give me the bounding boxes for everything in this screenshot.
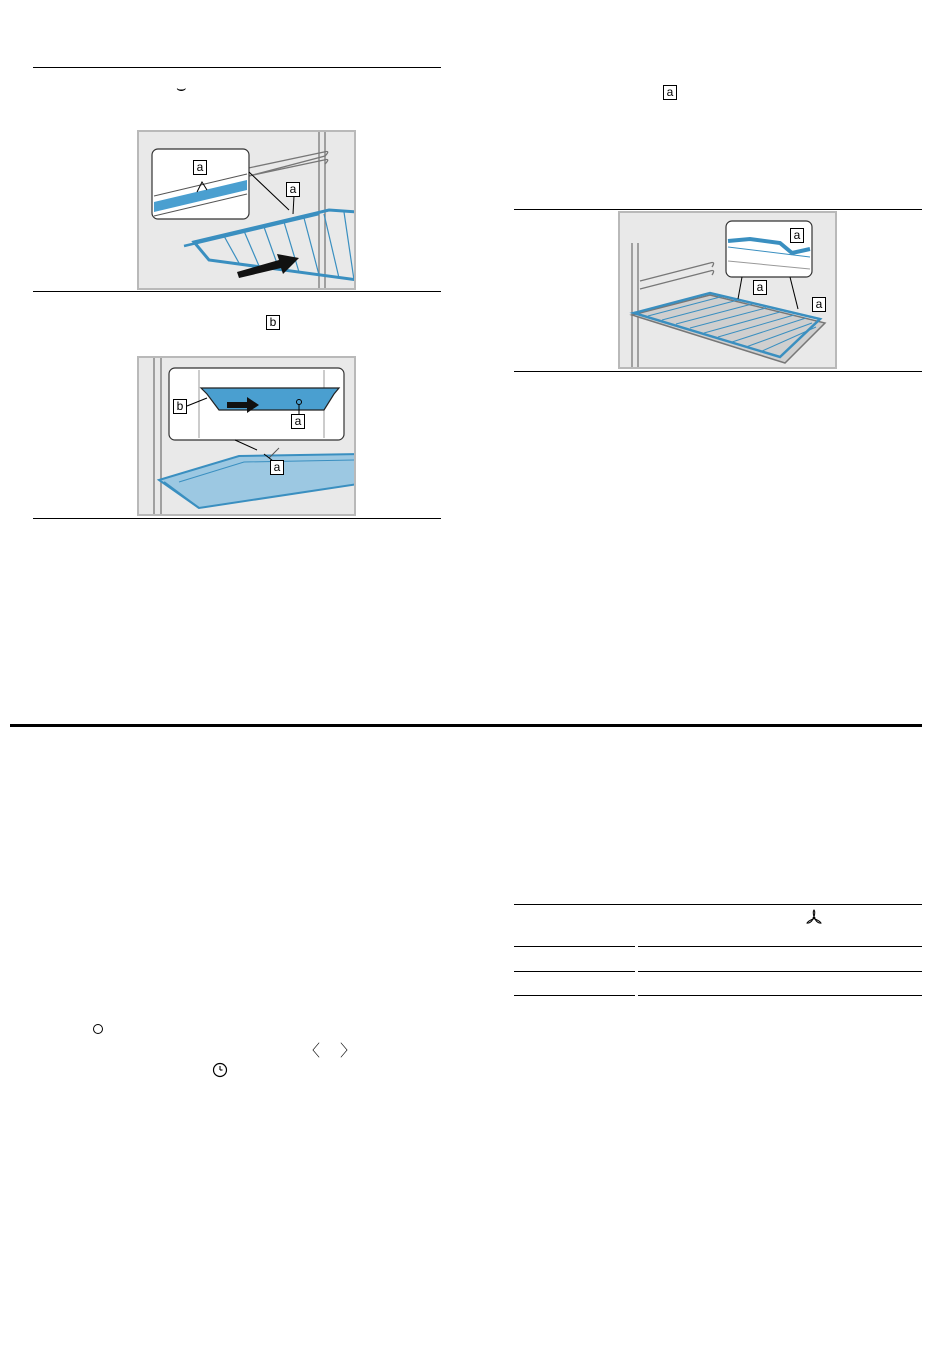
smile-mark: ⌣ bbox=[176, 80, 187, 97]
rule-top-left bbox=[33, 67, 441, 68]
callout-label-a: a bbox=[291, 414, 305, 429]
callout-label-a: a bbox=[286, 182, 300, 197]
table-row-rule bbox=[514, 995, 635, 996]
chevron-left-icon: 〈 bbox=[304, 1043, 321, 1060]
figure-universal-pan bbox=[137, 356, 356, 516]
callout-label-a: a bbox=[193, 160, 207, 175]
rule-top-right bbox=[514, 209, 922, 210]
callout-label-a: a bbox=[790, 228, 804, 243]
callout-label-a: a bbox=[812, 297, 826, 312]
rule-bottom-right bbox=[514, 371, 922, 372]
table-row-rule bbox=[514, 946, 635, 947]
callout-label-a: a bbox=[753, 280, 767, 295]
chevron-right-icon: 〉 bbox=[340, 1043, 357, 1060]
rule-bottom-left bbox=[33, 518, 441, 519]
callout-label-a: a bbox=[270, 460, 284, 475]
table-top-rule bbox=[514, 904, 922, 905]
inline-label-b: b bbox=[266, 315, 280, 330]
power-ring-icon bbox=[93, 1024, 103, 1034]
fan-icon bbox=[805, 908, 823, 926]
section-divider bbox=[10, 724, 922, 727]
inline-label-a: a bbox=[663, 85, 677, 100]
table-row-rule bbox=[638, 995, 922, 996]
figure-rack-on-pan bbox=[618, 211, 837, 369]
table-row-rule bbox=[638, 946, 922, 947]
table-row-rule bbox=[638, 971, 922, 972]
figure-wire-rack bbox=[137, 130, 356, 290]
callout-label-b: b bbox=[173, 399, 187, 414]
table-row-rule bbox=[514, 971, 635, 972]
rule-mid-left bbox=[33, 291, 441, 292]
clock-icon bbox=[212, 1062, 228, 1078]
